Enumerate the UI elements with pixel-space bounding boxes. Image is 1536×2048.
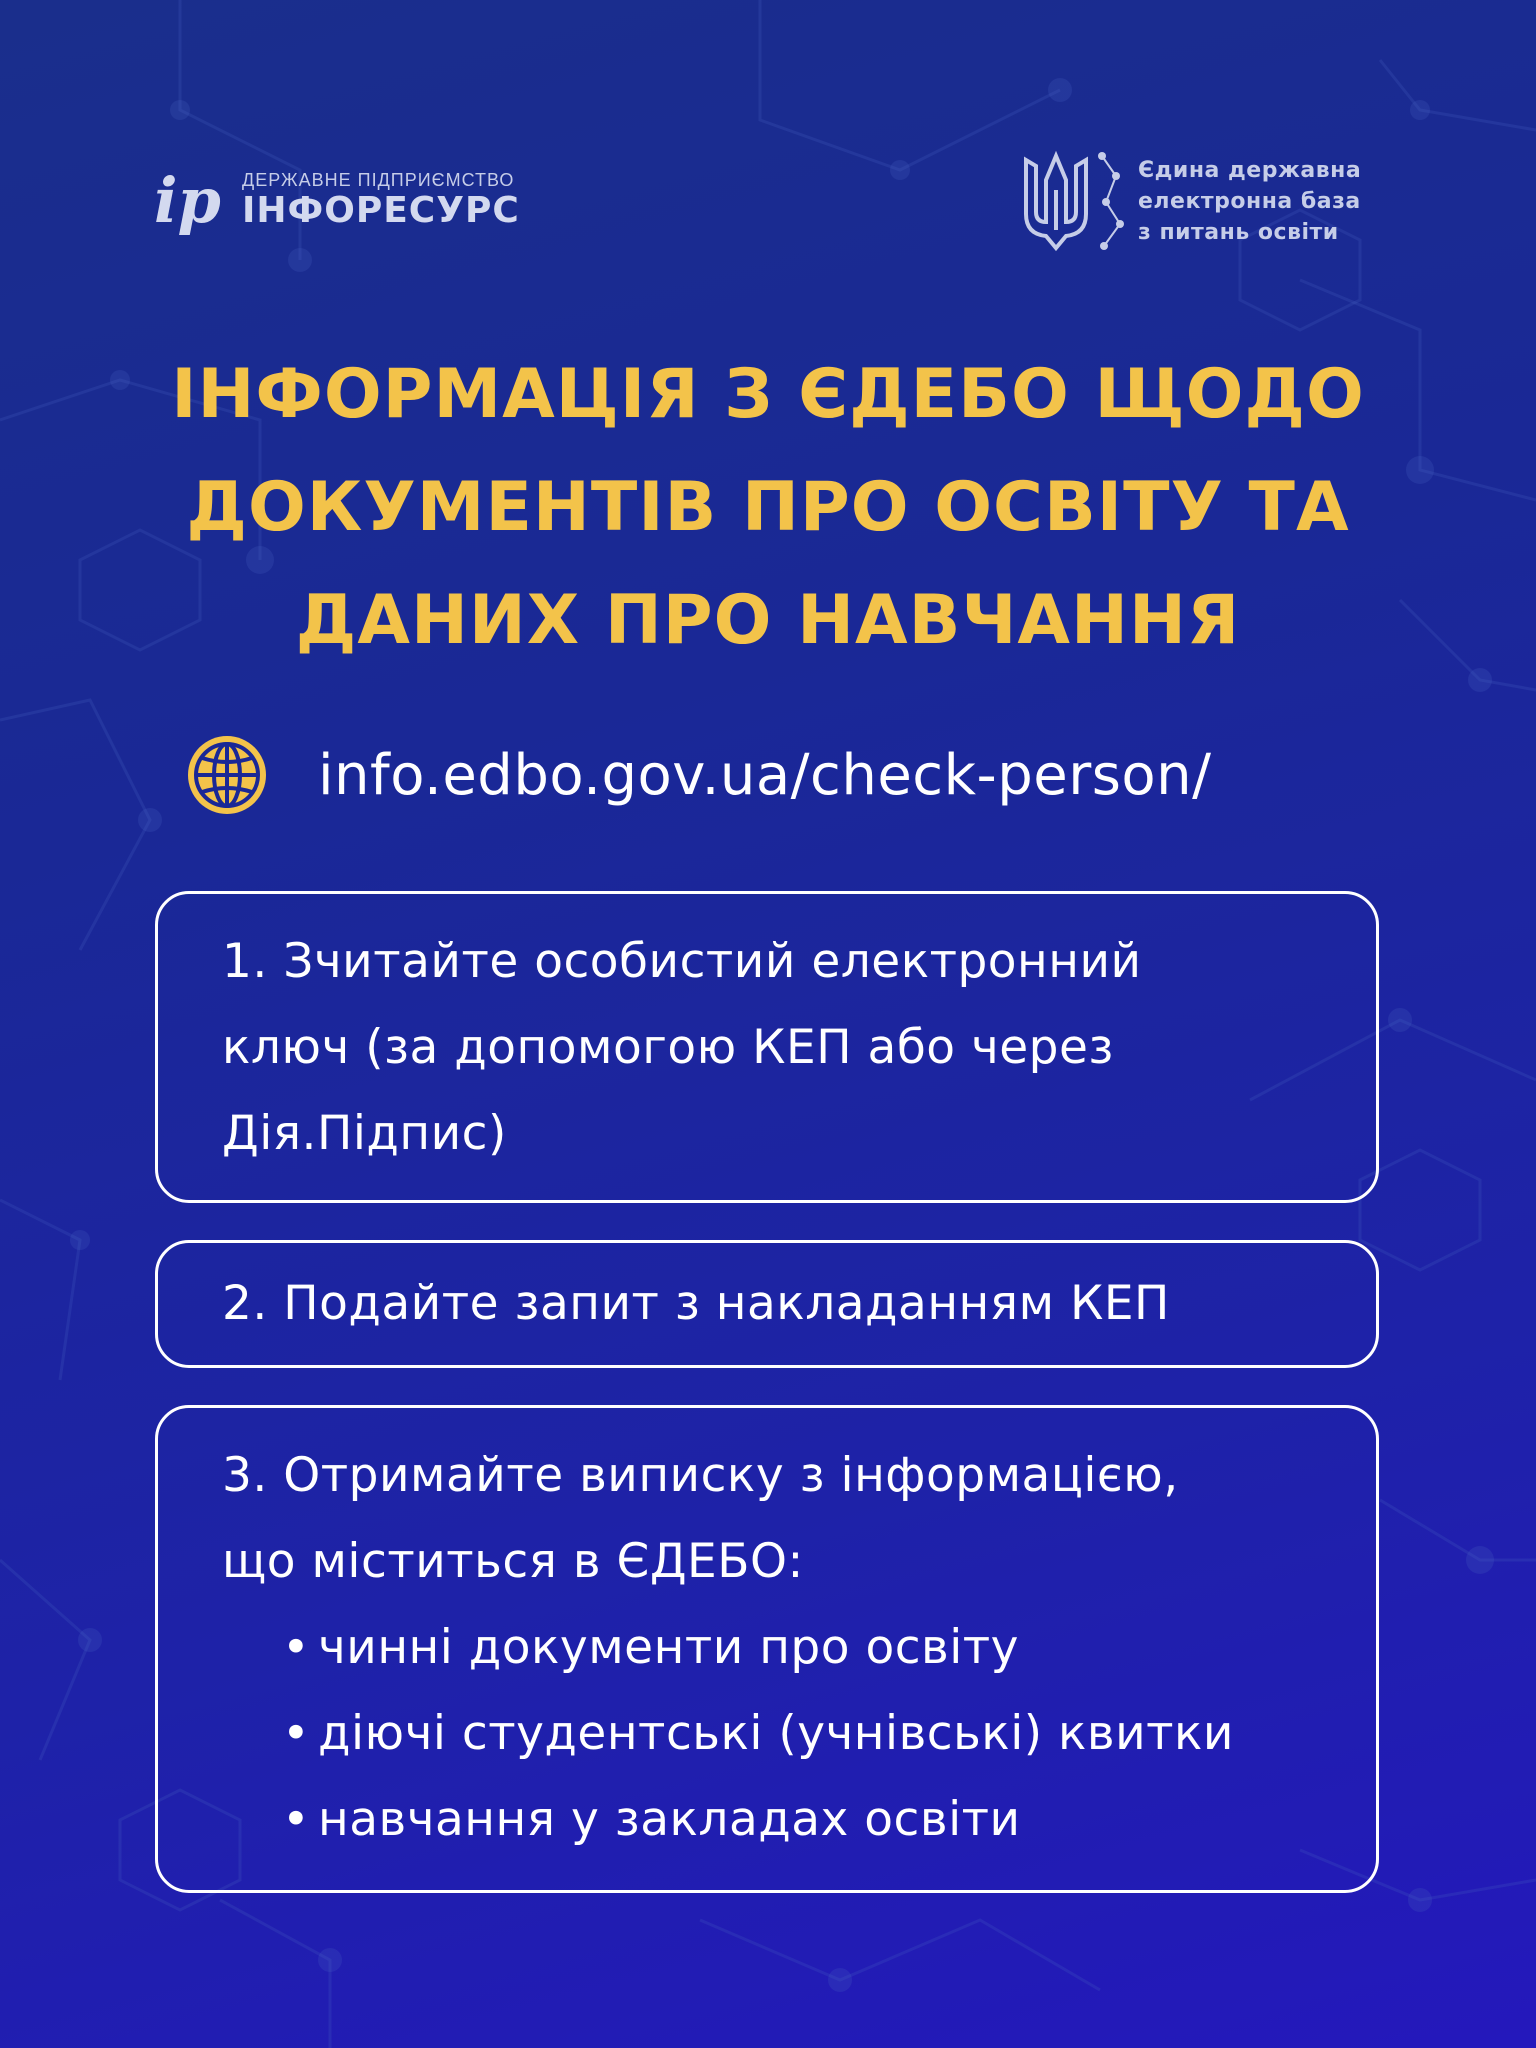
trident-icon (1020, 150, 1092, 252)
step-1-box (155, 891, 1379, 1203)
bullet-dot: • (282, 1792, 311, 1847)
inforesurs-name: ІНФОРЕСУРС (242, 190, 520, 231)
edebo-logo-line-3: з питань освіти (1138, 219, 1339, 245)
page-title-line-3: ДАНИХ ПРО НАВЧАННЯ (295, 581, 1241, 660)
inforesurs-logo-icon (152, 164, 228, 236)
bullet-dot: • (282, 1620, 311, 1675)
edebo-logo (1020, 150, 1361, 252)
website-link[interactable] (186, 734, 1212, 816)
edebo-logo-line-2: електронна база (1138, 188, 1361, 214)
inforesurs-logo (152, 164, 520, 236)
edebo-logo-line-1: Єдина державна (1138, 157, 1362, 183)
bullet-text: діючі студентські (учнівські) квитки (318, 1706, 1234, 1761)
inforesurs-subtitle: ДЕРЖАВНЕ ПІДПРИЄМСТВО (242, 170, 515, 190)
globe-icon (186, 734, 268, 816)
list-item (222, 1691, 1336, 1777)
step-3-bullet-list (222, 1605, 1336, 1863)
inforesurs-mark-text: ip (154, 164, 221, 236)
bullet-text: чинні документи про освіту (318, 1620, 1019, 1675)
step-1-line-3: Дія.Підпис) (222, 1106, 507, 1161)
page-title-line-1: ІНФОРМАЦІЯ З ЄДЕБО ЩОДО (171, 355, 1365, 434)
website-url[interactable]: info.edbo.gov.ua/check-person/ (318, 742, 1212, 808)
list-item (222, 1777, 1336, 1863)
list-item (222, 1605, 1336, 1691)
edebo-logo-text (1138, 155, 1361, 248)
step-3-line-1: 3. Отримайте виписку з інформацією, (222, 1448, 1179, 1503)
step-3-line-2: що міститься в ЄДЕБО: (222, 1534, 804, 1589)
step-1-line-2: ключ (за допомогою КЕП або через (222, 1020, 1114, 1075)
step-1-line-1: 1. Зчитайте особистий електронний (222, 934, 1142, 989)
step-2-box (155, 1240, 1379, 1368)
network-dots-icon (1096, 150, 1130, 252)
bullet-dot: • (282, 1706, 311, 1761)
bullet-text: навчання у закладах освіти (318, 1792, 1021, 1847)
page-title (90, 338, 1446, 677)
step-3-box (155, 1405, 1379, 1893)
page-title-line-2: ДОКУМЕНТІВ ПРО ОСВІТУ ТА (186, 468, 1350, 547)
step-2-line-1: 2. Подайте запит з накладанням КЕП (222, 1276, 1170, 1331)
